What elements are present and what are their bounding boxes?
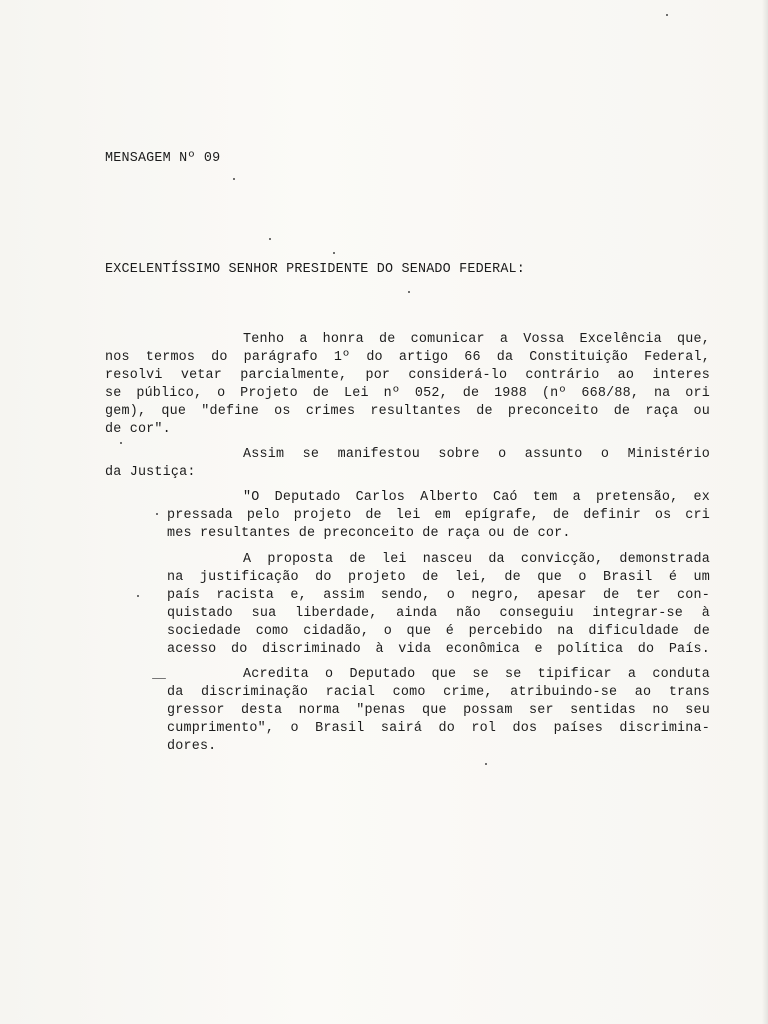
salutation: EXCELENTÍSSIMO SENHOR PRESIDENTE DO SENADO FEDERAL: — [105, 262, 526, 277]
scan-speck — [333, 252, 335, 254]
text-line: da discriminação racial como crime, atribuindo-se ao trans — [167, 685, 710, 700]
text-line: "O Deputado Carlos Alberto Caó tem a pretensão, ex — [243, 490, 710, 505]
text-line: pressada pelo projeto de lei em epígrafe, de definir os cri — [167, 508, 710, 523]
text-line: país racista e, assim sendo, o negro, apesar de ter con- — [167, 588, 710, 603]
scan-speck — [269, 238, 271, 240]
scan-speck — [152, 678, 166, 679]
text-line: acesso do discriminado à vida econômica e política do País. — [167, 642, 710, 657]
scan-speck — [120, 442, 122, 444]
scan-speck — [233, 178, 235, 180]
text-line: dores. — [167, 739, 217, 754]
text-line: Tenho a honra de comunicar a Vossa Excelência que, — [243, 332, 710, 347]
text-line: na justificação do projeto de lei, de que o Brasil é um — [167, 570, 710, 585]
text-line: Assim se manifestou sobre o assunto o Ministério — [243, 447, 710, 462]
scan-speck — [408, 291, 410, 293]
scan-edge-shadow — [762, 0, 768, 1024]
text-line: de cor". — [105, 422, 171, 437]
text-line: A proposta de lei nasceu da convicção, demonstrada — [243, 552, 710, 567]
text-line: da Justiça: — [105, 465, 196, 480]
text-line: cumprimento", o Brasil sairá do rol dos países discrimina- — [167, 721, 710, 736]
text-line: mes resultantes de preconceito de raça ou de cor. — [167, 526, 571, 541]
text-line: gem), que "define os crimes resultantes de preconceito de raça ou — [105, 404, 710, 419]
text-line: se público, o Projeto de Lei nº 052, de 1988 (nº 668/88, na ori — [105, 386, 710, 401]
text-line: nos termos do parágrafo 1º do artigo 66 da Constituição Federal, — [105, 350, 710, 365]
scan-speck — [485, 763, 487, 765]
message-title: MENSAGEM Nº 09 — [105, 151, 221, 166]
text-line: resolvi vetar parcialmente, por considerá-lo contrário ao interes — [105, 368, 710, 383]
text-line: Acredita o Deputado que se se tipificar a conduta — [243, 667, 710, 682]
text-line: gressor desta norma "penas que possam ser sentidas no seu — [167, 703, 710, 718]
text-line: sociedade como cidadão, o que é percebido na dificuldade de — [167, 624, 710, 639]
scan-speck — [137, 595, 139, 597]
scan-speck — [156, 513, 158, 515]
scan-speck — [666, 14, 668, 16]
text-line: quistado sua liberdade, ainda não conseguiu integrar-se à — [167, 606, 710, 621]
